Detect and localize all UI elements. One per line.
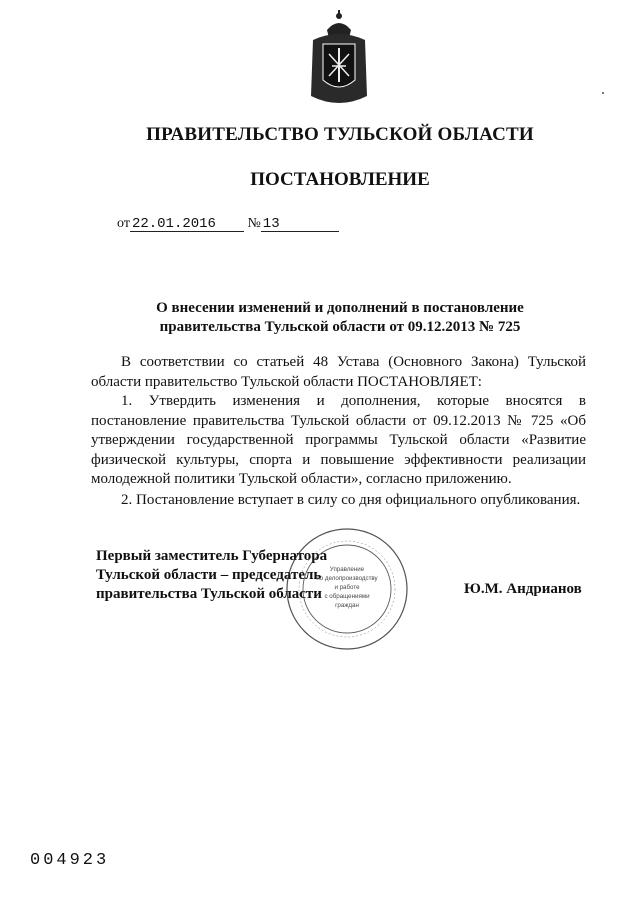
- coat-of-arms-icon: [305, 10, 373, 108]
- document-number-field: [261, 217, 339, 232]
- seal-text-1: Управление: [329, 566, 365, 573]
- body-paragraph-2: 1. Утвердить изменения и дополнения, которые вносятся в постановление правительства Тульской области от 09.12.2013 № 725 «Об утверждении государственной программы Тульской области «Развитие физической культуры, спорта и повышение эффективности реализации молодежной политики Тульской области», согласно приложению.: [91, 393, 586, 487]
- signer-title-line-2: Тульской области – председатель: [96, 567, 322, 583]
- seal-text-3: и работе: [334, 584, 360, 591]
- document-body: [91, 353, 586, 510]
- date-prefix: от: [117, 216, 130, 231]
- organization-title: ПРАВИТЕЛЬСТВО ТУЛЬСКОЙ ОБЛАСТИ: [146, 124, 534, 145]
- body-paragraph-1: В соответствии со статьей 48 Устава (Основного Закона) Тульской области правительство Тульской области ПОСТАНОВЛЯЕТ:: [91, 354, 586, 390]
- number-prefix: №: [247, 216, 261, 231]
- official-seal-stamp: [285, 527, 409, 651]
- document-number: 13: [262, 216, 280, 232]
- subject-line-2: правительства Тульской области от 09.12.2013 № 725: [159, 319, 521, 335]
- signer-name: Ю.М. Андрианов: [464, 581, 582, 597]
- seal-text-2: по делопроизводству: [316, 575, 378, 582]
- document-date-field: [130, 217, 244, 232]
- registration-number: 004923: [30, 851, 110, 870]
- scan-speck: [602, 92, 604, 94]
- document-subject: [0, 299, 640, 337]
- subject-line-1: О внесении изменений и дополнений в постановление: [156, 300, 524, 316]
- signer-title-line-3: правительства Тульской области: [96, 586, 322, 602]
- document-date: 22.01.2016: [131, 216, 216, 232]
- document-date-number: [117, 216, 339, 232]
- signer-title-line-1: Первый заместитель Губернатора: [96, 548, 328, 564]
- seal-text-4: с обращениями: [324, 593, 370, 600]
- body-paragraph-3: 2. Постановление вступает в силу со дня официального опубликования.: [121, 491, 581, 508]
- seal-text-5: граждан: [335, 602, 359, 609]
- document-type-title: ПОСТАНОВЛЕНИЕ: [250, 169, 430, 190]
